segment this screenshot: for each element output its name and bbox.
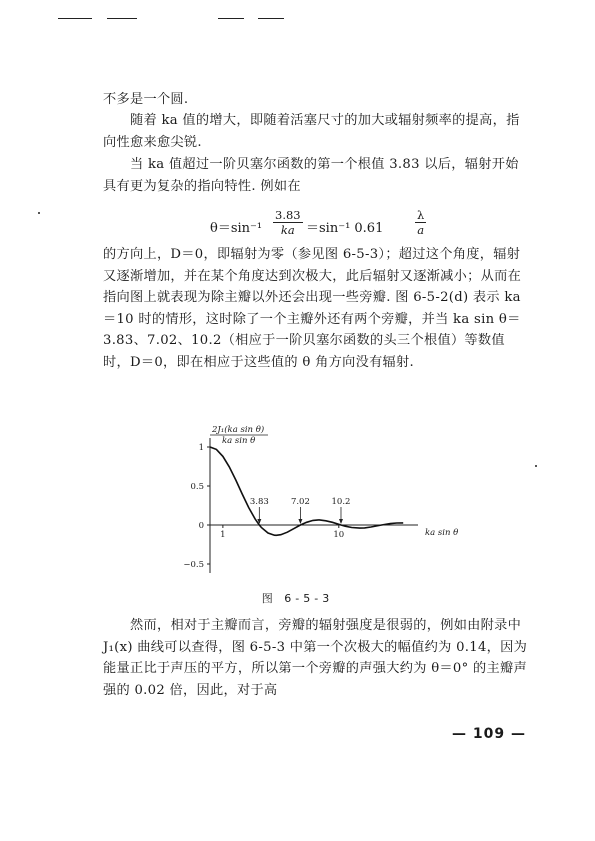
x-tick-label: 1 [220,530,226,540]
y-tick-label: 0 [198,521,204,531]
paragraph-4: 的方向上，D＝0，即辐射为零（参见图 6-5-3）；超过这个角度，辐射又逐渐增加，并在某个角度达到次极大，此后辐射又逐渐减小；从而在指向图上就表现为除主瓣以外还会出现一些旁瓣. 图 6-5-2(d) 表示 ka＝10 时的情形，这时除了一个主瓣外还有两个旁瓣，并当 ka sin θ＝3.83、7.02、10.2（相应于一阶贝塞尔函数的头三个根值）等数值时，D＝0，即在相应于这些值的 θ 角方向没有辐射. [103,247,522,370]
figure-caption: 图 6-5-3 [261,592,334,605]
page-number: — 109 — [452,726,526,742]
scan-mark [535,465,537,467]
directivity-chart [160,418,470,583]
fraction-1-numerator: 3.83 [275,208,301,222]
y-tick-label: 1 [198,443,204,453]
fraction-1-denominator: ka [280,223,295,237]
fraction-2-denominator: a [417,223,425,237]
zero-annotation: 10.2 [331,497,351,507]
paragraph-1: 不多是一个圆. [103,92,189,107]
header-rule [258,18,284,19]
series-line [210,447,403,535]
fraction-1 [273,208,303,237]
zero-arrowhead [339,519,343,524]
fraction-2-numerator: λ [417,208,425,222]
fraction-2 [415,208,426,237]
y-label-denominator: ka sin θ [222,436,256,446]
x-axis-label: ka sin θ [425,528,459,538]
equation-lhs: θ＝sin⁻¹ [210,221,263,236]
y-label-numerator: 2J₁(ka sin θ) [212,425,265,435]
x-tick-label: 10 [333,530,345,540]
paragraph-2: 随着 ka 值的增大，即随着活塞尺寸的加大或辐射频率的提高，指向性愈来愈尖锐. [103,113,520,150]
equation-middle: ＝sin⁻¹ 0.61 [306,221,384,236]
zero-annotation: 7.02 [290,497,310,507]
zero-annotation: 3.83 [249,497,269,507]
y-tick-label: −0.5 [183,560,204,570]
paragraph-5: 然而，相对于主瓣而言，旁瓣的辐射强度是很弱的，例如由附录中 J₁(x) 曲线可以查得，图 6-5-3 中第一个次极大的幅值约为 0.14，因为能量正比于声压的平方，所以第一个旁瓣的声强大约为 θ＝0° 的主瓣声强的 0.02 倍，因此，对于高 [103,618,528,698]
y-tick-label: 0.5 [190,482,204,492]
equation [210,208,450,244]
paragraph-3: 当 ka 值超过一阶贝塞尔函数的第一个根值 3.83 以后，辐射开始具有更为复杂的指向特性. 例如在 [103,157,519,194]
header-rule [218,18,244,19]
zero-arrowhead [298,519,302,524]
scan-mark [38,212,40,214]
header-rule [58,18,92,19]
y-axis-label [210,424,268,446]
header-rule [107,18,137,19]
